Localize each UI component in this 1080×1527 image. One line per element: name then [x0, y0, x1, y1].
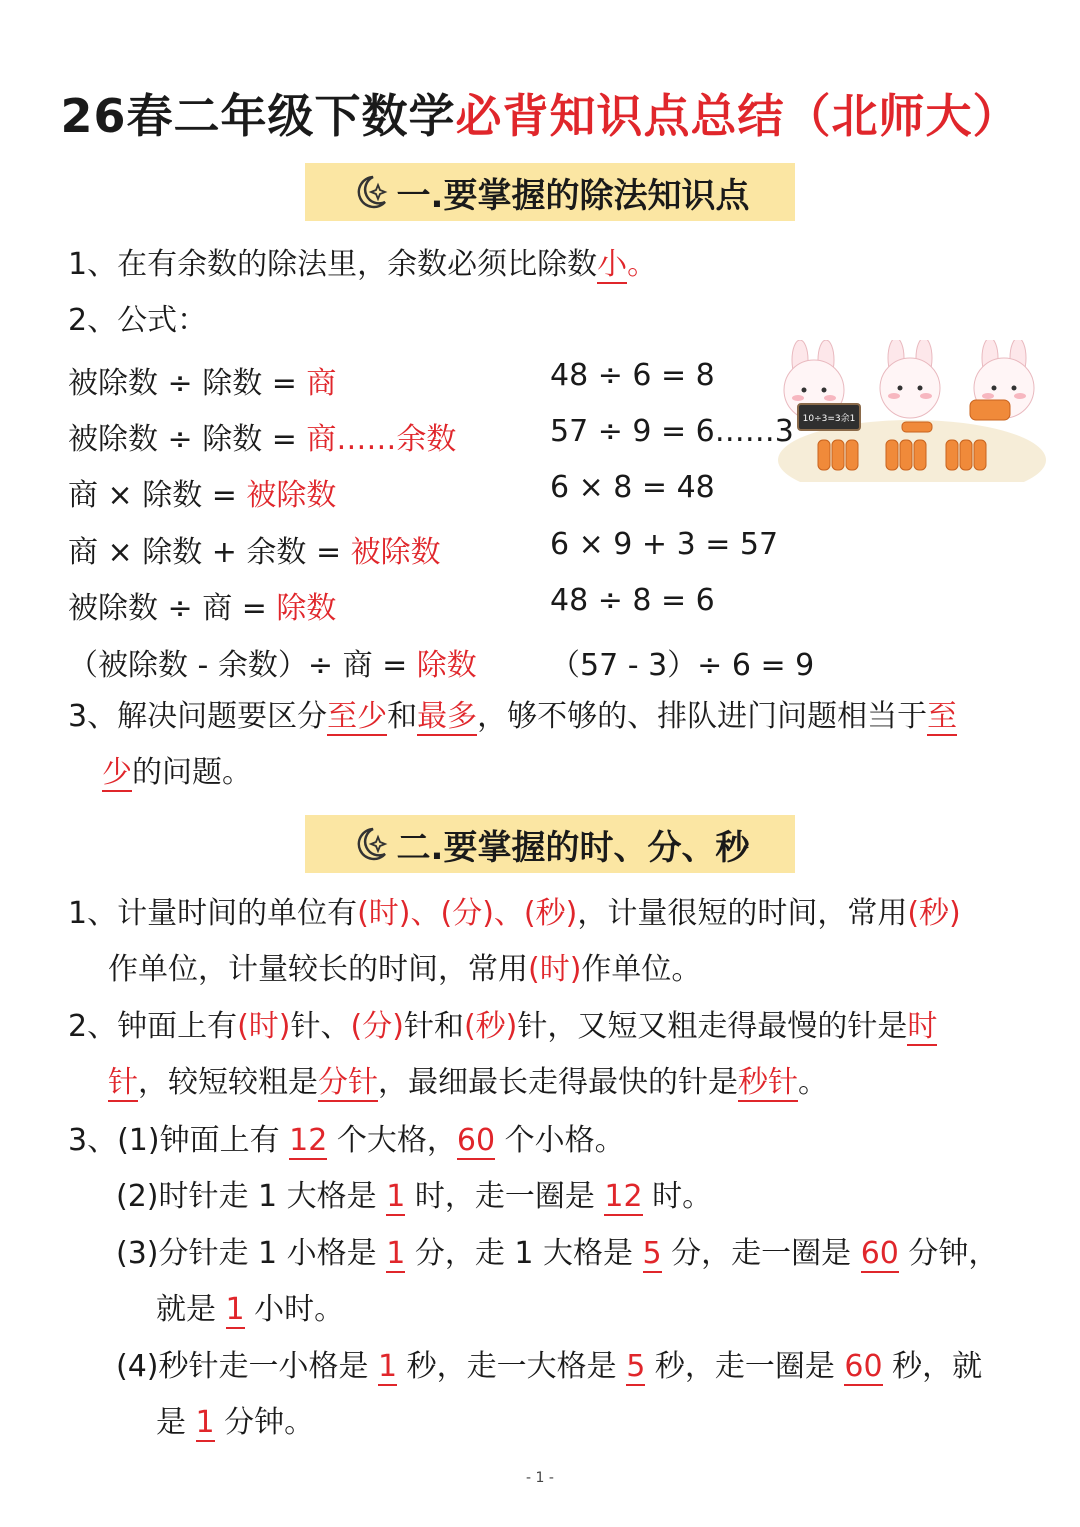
sec2-point-3-2: [116, 1177, 712, 1217]
text: 3、(1)钟面上有: [68, 1123, 290, 1158]
answer: 5: [642, 1236, 662, 1271]
text: 小时。: [244, 1292, 345, 1327]
answer: 1: [386, 1179, 406, 1214]
bunnies-illustration: [778, 340, 1046, 482]
sec2-point-3-4-cont: [156, 1403, 314, 1443]
sec1-point-2: 2、公式：: [68, 303, 208, 338]
sec1-point-1: [68, 245, 657, 285]
text: 和: [387, 699, 418, 734]
section-1-heading: [305, 163, 795, 221]
text: 针和: [403, 1009, 464, 1044]
text: 。: [627, 247, 658, 282]
text: 1、计量时间的单位有: [68, 896, 358, 931]
text: 时。: [642, 1179, 713, 1214]
text: 。: [798, 1065, 828, 1100]
answer: 5: [626, 1349, 646, 1384]
text: 针、: [290, 1009, 351, 1044]
section-1-title: 一.要掌握的除法知识点: [396, 175, 750, 216]
answer: 1: [195, 1405, 215, 1440]
answer: (秒): [907, 896, 961, 931]
formula-result: 商: [306, 366, 337, 401]
text: 就是: [156, 1292, 226, 1327]
formula-result: 被除数: [246, 478, 337, 513]
text: 2、钟面上有: [68, 1009, 238, 1044]
moon-star-icon: [351, 172, 391, 212]
text: ，较短较粗是: [138, 1065, 318, 1100]
answer: 至少: [327, 699, 388, 734]
answer: (分): [350, 1009, 404, 1044]
formula-left: 被除数 ÷ 除数 =: [68, 422, 307, 457]
text: 个小格。: [495, 1123, 625, 1158]
blackboard: [798, 404, 860, 430]
answer: 最多: [417, 699, 478, 734]
formula-result: 除数: [416, 648, 477, 683]
sec2-point-2: [68, 1007, 937, 1047]
blackboard-text: 10÷3=3余1: [802, 414, 856, 424]
answer: 60: [456, 1123, 496, 1158]
page-title: [0, 80, 1080, 146]
title-red: 必背知识点总结（北师大）: [455, 89, 1020, 143]
answer: (时)、(分)、(秒): [357, 896, 578, 931]
text: 作单位，计量较长的时间，常用: [108, 952, 528, 987]
formula-row: [68, 527, 441, 571]
answer: 秒针: [738, 1065, 798, 1100]
text: 时，走一圈是: [405, 1179, 605, 1214]
text: ，够不够的、排队进门问题相当于: [477, 699, 928, 734]
formula-result: 被除数: [350, 535, 441, 570]
formula-example: 48 ÷ 8 = 6: [550, 583, 715, 618]
title-black: 26春二年级下数学: [60, 89, 456, 143]
formula-left: 被除数 ÷ 除数 =: [68, 366, 307, 401]
text: (4)秒针走一小格是: [116, 1349, 379, 1384]
answer: 12: [604, 1179, 643, 1214]
text: 个大格，: [327, 1123, 457, 1158]
answer: (时): [237, 1009, 291, 1044]
text: 分，走一圈是: [661, 1236, 861, 1271]
formula-row: [68, 640, 477, 684]
text: ，计量很短的时间，常用: [577, 896, 908, 931]
formula-result: 商……余数: [306, 422, 457, 457]
formula-left: 商 × 除数 + 余数 =: [68, 535, 351, 570]
answer: 1: [386, 1236, 406, 1271]
formula-row: [68, 358, 336, 402]
formula-row: [68, 583, 336, 627]
text: 秒，走一圈是: [645, 1349, 845, 1384]
answer: 至: [927, 699, 958, 734]
text: 是: [156, 1405, 196, 1440]
answer: (秒): [463, 1009, 518, 1044]
answer: 1: [225, 1292, 245, 1327]
section-2-title: 二.要掌握的时、分、秒: [396, 827, 750, 868]
sec2-point-3-4: [116, 1347, 982, 1387]
answer: 少: [102, 755, 132, 790]
answer: 60: [844, 1349, 883, 1384]
sec2-point-3-3-cont: [156, 1290, 344, 1330]
sec2-point-1: [68, 894, 961, 934]
sec2-point-3-1: [68, 1121, 625, 1161]
text: 针，又短又粗走得最慢的针是: [517, 1009, 908, 1044]
formula-row: [68, 414, 456, 458]
text: 作单位。: [581, 952, 702, 987]
answer: 12: [289, 1123, 328, 1158]
formula-left: 被除数 ÷ 商 =: [68, 591, 277, 626]
formula-row: [68, 470, 336, 514]
bunny: [880, 340, 940, 418]
text: (2)时针走 1 大格是: [116, 1179, 387, 1214]
text: ，最细最长走得最快的针是: [378, 1065, 738, 1100]
formula-result: 除数: [276, 591, 337, 626]
text: 3、解决问题要区分: [68, 699, 328, 734]
formula-example: 6 × 9 + 3 = 57: [550, 527, 779, 562]
text: (3)分针走 1 小格是: [116, 1236, 387, 1271]
answer: 小: [597, 247, 628, 282]
formula-left: （被除数 - 余数）÷ 商 =: [68, 648, 417, 683]
text: 分钟，: [898, 1236, 999, 1271]
answer: (时): [528, 952, 582, 987]
answer: 1: [378, 1349, 398, 1384]
sec2-point-2-cont: [108, 1063, 828, 1103]
formula-example: 57 ÷ 9 = 6……3: [550, 414, 794, 449]
text: 秒，走一大格是: [397, 1349, 627, 1384]
formula-example: 48 ÷ 6 = 8: [550, 358, 715, 393]
sec2-point-1-cont: [108, 950, 701, 990]
text: 1、在有余数的除法里，余数必须比除数: [68, 247, 598, 282]
moon-star-icon: [351, 824, 391, 864]
formula-example: 6 × 8 = 48: [550, 470, 715, 505]
answer: 分针: [318, 1065, 378, 1100]
answer: 60: [860, 1236, 899, 1271]
text: 的问题。: [132, 755, 252, 790]
text: 分，走 1 大格是: [405, 1236, 643, 1271]
sec1-point-3-cont: [102, 753, 252, 793]
page-number: - 1 -: [526, 1470, 554, 1486]
formula-example: （57 - 3）÷ 6 = 9: [550, 648, 815, 683]
text: 秒，就: [882, 1349, 983, 1384]
section-2-heading: [305, 815, 795, 873]
sec1-point-3: [68, 697, 957, 737]
sec2-point-3-3: [116, 1234, 998, 1274]
answer: 时: [907, 1009, 938, 1044]
answer: 针: [108, 1065, 138, 1100]
formula-left: 商 × 除数 =: [68, 478, 247, 513]
text: 分钟。: [214, 1405, 315, 1440]
